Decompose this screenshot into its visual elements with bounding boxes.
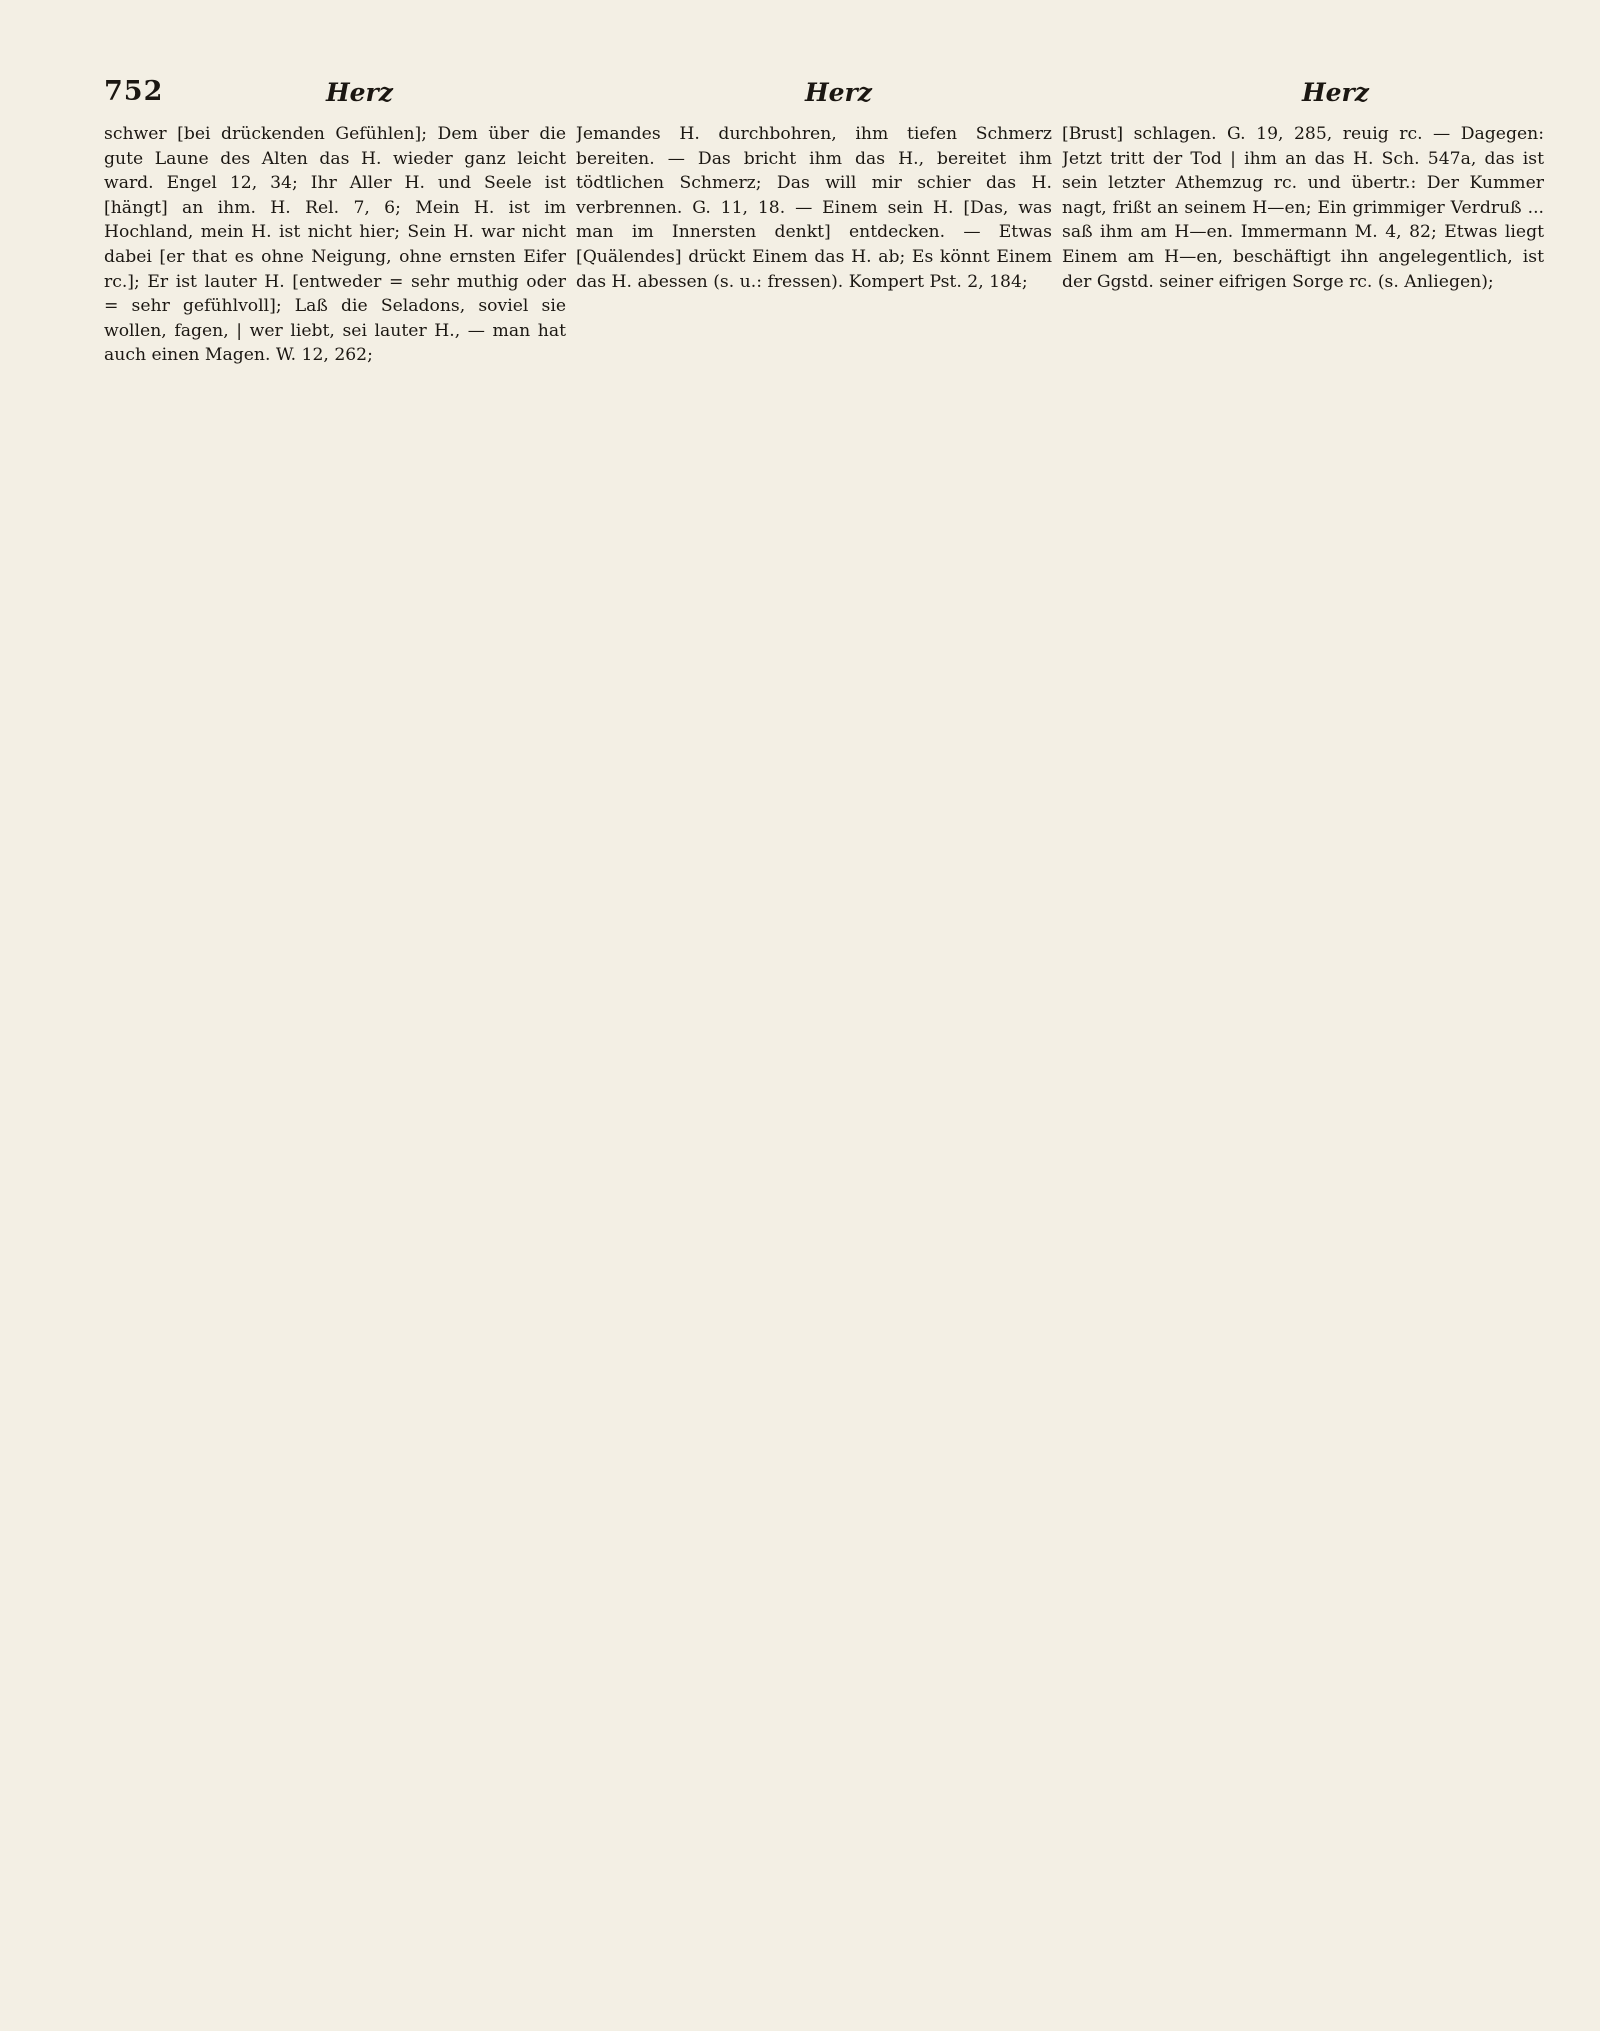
column-left <box>104 122 566 2002</box>
column-middle <box>576 122 1052 2002</box>
page-number: 752 <box>104 76 164 107</box>
running-head-middle: Herz <box>805 78 872 107</box>
entry-text: Jemandes H. durchbohren, ihm tiefen Schmerz bereiten. — Das bricht ihm das H., bereitet ihm tödtlichen Schmerz; Das will mir schier das H. verbrennen. G. 11, 18. — Einem sein H. [Das, was man im Innersten denkt] entdecken. — Etwas [Quälendes] drückt Einem das H. ab; Es könnt Einem das H. abessen (s. u.: fressen). Kompert Pst. 2, 184; <box>576 124 1052 292</box>
running-head-left: Herz <box>326 78 393 107</box>
entry-text: schwer [bei drückenden Gefühlen]; Dem über die gute Laune des Alten das H. wieder ganz leicht ward. Engel 12, 34; Ihr Aller H. und Seele ist [hängt] an ihm. H. Rel. 7, 6; Mein H. ist im Hochland, mein H. ist nicht hier; Sein H. war nicht dabei [er that es ohne Neigung, ohne ernsten Eifer rc.]; Er ist lauter H. [entweder = sehr muthig oder = sehr gefühlvoll]; Laß die Seladons, soviel sie wollen, fagen, | wer liebt, sei lauter H., — man hat auch einen Magen. W. 12, 262; <box>104 124 566 366</box>
text-columns <box>104 122 1544 2002</box>
running-head-right: Herz <box>1302 78 1369 107</box>
column-right <box>1062 122 1544 2002</box>
entry-text: [Brust] schlagen. G. 19, 285, reuig rc. — Dagegen: Jetzt tritt der Tod | ihm an das H. Sch. 547a, das ist sein letzter Athemzug rc. und übertr.: Der Kummer nagt, frißt an seinem H—en; Ein grimmiger Verdruß ... saß ihm am H—en. Immermann M. 4, 82; Etwas liegt Einem am H—en, beschäftigt ihn angelegentlich, ist der Ggstd. seiner eifrigen Sorge rc. (s. Anliegen); <box>1062 124 1544 292</box>
